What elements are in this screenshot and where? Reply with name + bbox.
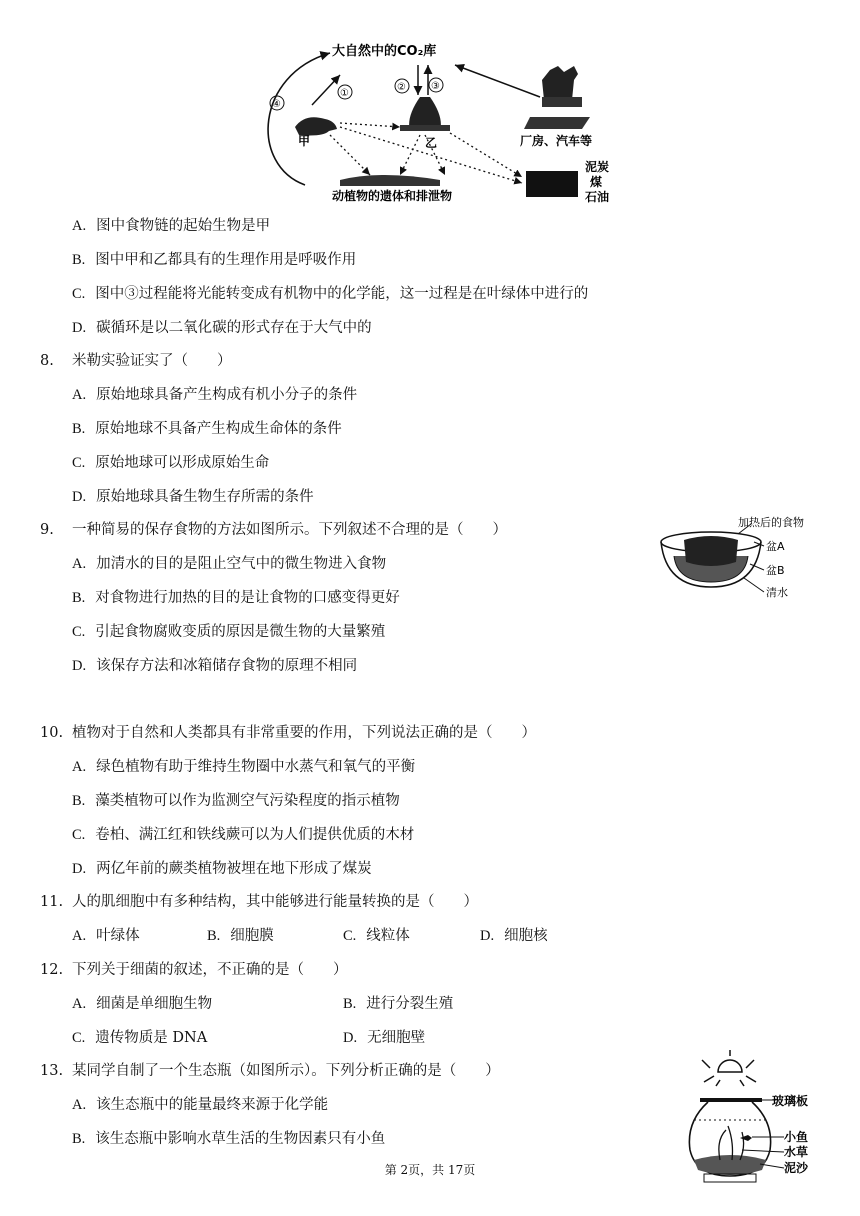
q13-fig-label-glass: 玻璃板 <box>772 1094 809 1108</box>
carbon-cycle-figure <box>250 35 620 207</box>
q10-option-b: B. 藻类植物可以作为监测空气污染程度的指示植物 <box>72 793 400 809</box>
q13-option-b: B. 该生态瓶中影响水草生活的生物因素只有小鱼 <box>72 1131 386 1147</box>
q7-option-b: B. 图中甲和乙都具有的生理作用是呼吸作用 <box>72 252 357 268</box>
q11-option-c: C. 线粒体 <box>343 928 410 944</box>
q12-option-c: C. 遗传物质是 DNA <box>72 1030 208 1046</box>
q12-option-a: A. 细菌是单细胞生物 <box>72 996 213 1012</box>
q11-option-d: D. 细胞核 <box>480 928 548 944</box>
q9-fig-label-water: 清水 <box>766 586 788 599</box>
arrow-4-label: ④ <box>272 99 281 110</box>
fossil-peat: 泥炭 <box>585 160 610 174</box>
exam-page: 大自然中的CO₂库 ④ ① ② ③ 甲 乙 厂房、汽车等 动植物的遗体和排泄物 泥炭 煤 石油 A. 图中食物链的起始生物是甲 B. 图中甲和乙都具有的生理作用是呼吸作用 C. 图中③过程能将光能转变成有机物中的化学能，这一过程是在叶绿体中进行的 D. 碳循环是以二氧化碳的形式存在于大气中的 8. 米勒实验证实了（ ） A. 原始地球具备产生构成有机小分子的条件 B. 原始地球不具备产生构成生命体的条件 C. 原始地球可以形成原始生命 D. 原始地球具备生物生存所需的条件 9. 一种简易的保存食物的方法如图所示。下列叙述不合理的是（ ） A. 加清水的目的是阻止空气中的微生物进入食物 B. 对食物进行加热的目的是让食物的口感变得更好 C. 引起食物腐败变质的原因是微生物的大量繁殖 D. 该保存方法和冰箱储存食物的原理不相同 加热后的食物 盆A 盆B 清水 10. 植物对于自然和人类都具有非常重要的作用，下列说法正确的是（ ） A. 绿色植物有助于维持生物圈中水蒸气和氧气的平衡 B. 藻类植物可以作为监测空气污染程度的指示植物 C. 卷柏、满江红和铁线蕨可以为人们提供优质的木材 D. 两亿年前的蕨类植物被埋在地下形成了煤炭 11. 人的肌细胞中有多种结构，其中能够进行能量转换的是（ ） A. 叶绿体 B. 细胞膜 C. 线粒体 D. 细胞核 12. 下列关于细菌的叙述，不正确的是（ ） A. 细菌是单细胞生物 B. 进行分裂生殖 C. 遗传物质是 DNA D. 无细胞壁 13. 某同学自制了一个生态瓶（如图所示）。下列分析正确的是（ ） A. 该生态瓶中的能量最终来源于化学能 B. 该生态瓶中影响水草生活的生物因素只有小鱼 玻璃板 小鱼 水草 泥沙 第 2页，共 17页 <box>0 0 860 1216</box>
q9-fig-label-basin-b: 盆B <box>766 564 785 577</box>
q13-option-a: A. 该生态瓶中的能量最终来源于化学能 <box>72 1097 329 1113</box>
factory-label: 厂房、汽车等 <box>520 134 593 148</box>
q8-option-a: A. 原始地球具备产生构成有机小分子的条件 <box>72 387 358 403</box>
q9-option-d: D. 该保存方法和冰箱储存食物的原理不相同 <box>72 658 358 674</box>
arrow-3-label: ③ <box>431 81 440 92</box>
page-footer: 第 2页，共 17页 <box>384 1163 476 1177</box>
q7-option-d: D. 碳循环是以二氧化碳的形式存在于大气中的 <box>72 320 372 336</box>
q12-option-d: D. 无细胞壁 <box>343 1030 426 1046</box>
remains-label: 动植物的遗体和排泄物 <box>332 189 453 203</box>
q13-fig-label-fish: 小鱼 <box>784 1130 809 1144</box>
arrow-2-label: ② <box>397 82 406 93</box>
q11-option-b: B. 细胞膜 <box>207 928 274 944</box>
q9-fig-label-basin-a: 盆A <box>766 540 785 553</box>
q9-option-b: B. 对食物进行加热的目的是让食物的口感变得更好 <box>72 590 400 606</box>
yi-label: 乙 <box>425 136 438 150</box>
fossil-oil: 石油 <box>585 190 610 204</box>
co2-pool-label: 大自然中的CO₂库 <box>332 44 437 59</box>
food-storage-figure <box>656 512 826 602</box>
q7-option-a: A. 图中食物链的起始生物是甲 <box>72 218 271 234</box>
fossil-coal: 煤 <box>590 175 603 189</box>
q11-option-a: A. 叶绿体 <box>72 928 140 944</box>
q9-option-a: A. 加清水的目的是阻止空气中的微生物进入食物 <box>72 556 387 572</box>
q9-option-c: C. 引起食物腐败变质的原因是微生物的大量繁殖 <box>72 624 386 640</box>
jia-label: 甲 <box>298 134 311 148</box>
q10-option-c: C. 卷柏、满江红和铁线蕨可以为人们提供优质的木材 <box>72 827 415 843</box>
q9-fig-label-food: 加热后的食物 <box>738 516 804 529</box>
q8-option-b: B. 原始地球不具备产生构成生命体的条件 <box>72 421 342 437</box>
q13-fig-label-weed: 水草 <box>784 1145 809 1159</box>
arrow-1-label: ① <box>340 88 349 99</box>
q13-fig-label-sand: 泥沙 <box>784 1161 809 1175</box>
q12-option-b: B. 进行分裂生殖 <box>343 996 454 1012</box>
q7-option-c: C. 图中③过程能将光能转变成有机物中的化学能，这一过程是在叶绿体中进行的 <box>72 286 589 302</box>
q10-option-a: A. 绿色植物有助于维持生物圈中水蒸气和氧气的平衡 <box>72 759 416 775</box>
q8-option-d: D. 原始地球具备生物生存所需的条件 <box>72 489 314 505</box>
q8-option-c: C. 原始地球可以形成原始生命 <box>72 455 270 471</box>
q10-option-d: D. 两亿年前的蕨类植物被埋在地下形成了煤炭 <box>72 861 372 877</box>
